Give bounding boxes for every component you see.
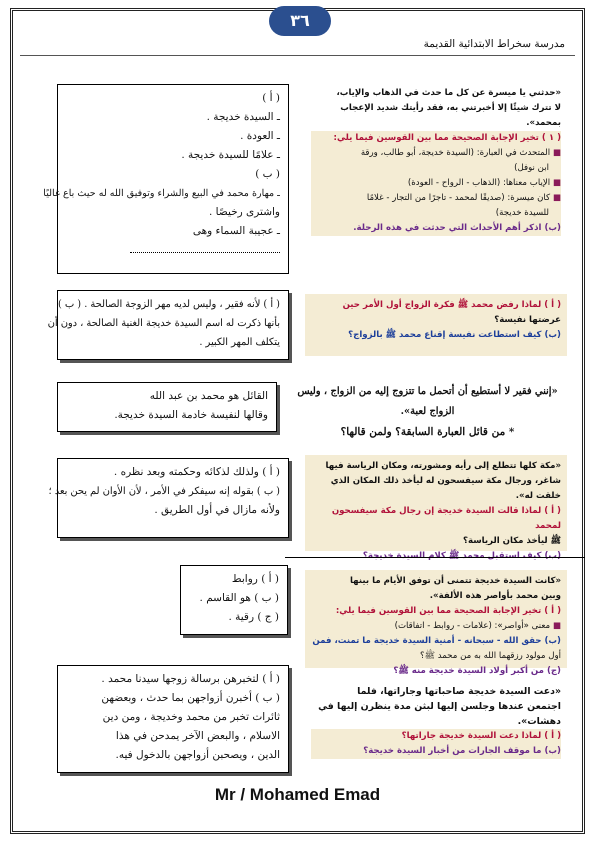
answer-line: ( أ ) ولذلك لذكائه وحكمته وبعد نظره . (113, 466, 280, 478)
question-text: ( أ ) تخير الإجابة الصحيحة مما بين القوسين فيما يلي: (335, 606, 561, 616)
question-text: ( أ ) لماذا دعت السيدة خديجة جاراتها؟ (311, 729, 561, 744)
question-text: ( أ ) لماذا رفض محمد ﷺ فكرة الزواج أول الأمر حين (342, 300, 561, 310)
passage-text: «كانت السيدة خديجة تتمنى أن توفق الأيام ما بينها (349, 576, 561, 586)
answer-line: الاسلام ، والبعض الآخر يمدحن في هذا (115, 730, 280, 742)
passage-text: بمحمد». (526, 118, 561, 128)
choice-item: ■ المتحدث في العبارة: (السيدة خديجة، أبو طالب، ورقة (311, 146, 561, 161)
passage-text: دهشات». (517, 716, 561, 727)
answer-line: ـ عجيبة السماء وهى (192, 225, 280, 237)
passage-text: شاغر، ورجال مكة سيفسحون له ليأخذ ذلك المكان الذي (330, 476, 561, 486)
question-text: (ج) من أكبر أولاد السيدة خديجة منه ﷺ؟ (393, 666, 561, 676)
answer-line: ثائرات تخبر من محمد وخديجة ، ومن دين (102, 711, 280, 723)
quote-text: «إنني فقير لا أستطيع أن أتحمل ما تتزوج إليه من الزواج ، وليس الزواج لعبة». (297, 386, 558, 417)
answer-line: ـ السيدة خديجة . (206, 111, 280, 123)
passage-text: «دعت السيدة خديجة صاحباتها وجاراتها، فلما (357, 686, 561, 697)
answer-line: ( أ ) لتخبرهن برسالة زوجها سيدنا محمد . (101, 673, 280, 685)
question-block-6 (305, 680, 567, 772)
choice-item: ■ كان ميسرة: (صديقًا لمحمد - تاجرًا من التجار - غلامًا (311, 191, 561, 206)
choice-item: ■ الإياب معناها: (الذهاب - الرواح - العودة) (311, 176, 561, 191)
question-block-2 (305, 294, 567, 356)
answer-box-1 (43, 84, 289, 274)
answer-box-2 (47, 290, 289, 360)
quote-block (285, 382, 570, 440)
choice-item: ■ معنى «أواصر»: (علامات - روابط - اتفاقات) (311, 619, 561, 634)
answer-label: ( ب ) (255, 168, 280, 180)
question-text: (ب) اذكر أهم الأحداث التي حدثت في هذه الرحلة. (311, 221, 561, 236)
question-text: ﷺ ليأخذ مكان الرياسة؟ (463, 536, 561, 546)
school-name: مدرسة سخراط الابتدائية القديمة (423, 38, 565, 50)
answer-line: ( ب ) هو القاسم . (199, 592, 279, 604)
answer-line: يتكلف المهر الكبير . (199, 337, 280, 348)
answer-line: ـ علامًا للسيدة خديجة . (181, 149, 280, 161)
choice-item: للسيدة خديجة) (311, 206, 561, 221)
question-text: أول مولود رزقهما الله به من محمد ﷺ؟ (420, 651, 561, 661)
answer-label: ( أ ) (262, 92, 280, 104)
page-number-badge: ٣٦ (269, 6, 331, 36)
question-text: (ب) ما موقف الجارات من أخبار السيدة خديجة؟ (311, 744, 561, 759)
answer-line: القائل هو محمد بن عبد الله (149, 390, 268, 402)
passage-text: خلقت له». (515, 491, 561, 501)
answer-line: بأنها ذكرت له اسم السيدة خديجة الغنية الصالحة ، دون أن (47, 318, 280, 329)
section-divider (285, 557, 585, 558)
question-block-5 (305, 570, 567, 676)
choice-item: ابن نوفل) (311, 161, 561, 176)
answer-line: واشترى رخيصًا . (208, 206, 280, 218)
passage-text: لا تترك شيئًا إلا أخبرتني به، فقد رأيتك شديد الإعجاب (340, 103, 561, 113)
answer-blank (66, 241, 280, 260)
answer-line: ( ج ) رقية . (228, 611, 279, 623)
question-block-1 (305, 82, 567, 272)
question-text: ( ١ ) تخير الإجابة الصحيحة مما بين القوسين فيما يلي: (311, 131, 561, 146)
header-rule (20, 55, 575, 56)
answer-line: ولأنه مازال في أول الطريق . (154, 504, 280, 516)
answer-box-4 (48, 458, 289, 538)
answer-line: ( أ ) لأنه فقير ، وليس لديه مهر الزوجة الصالحة . ( ب ) (57, 299, 280, 310)
passage-text: اجتمعن عندها وجلسن إليها لبثن مدة ينظرن إليها في (318, 701, 561, 712)
answer-line: ( ب ) أخبرن أزواجهن بما حدث ، وبعضهن (101, 692, 280, 704)
author-footer: Mr / Mohamed Emad (214, 785, 381, 804)
passage-text: وبين محمد بأواصر هذه الألفة». (429, 591, 561, 601)
answer-box-3 (57, 382, 277, 432)
answer-box-5 (180, 565, 288, 635)
question-text: ( أ ) لماذا قالت السيدة خديجة إن رجال مكة سيفسحون لمحمد (331, 506, 561, 531)
answer-line: ـ العودة . (240, 130, 280, 142)
passage-text: «حدثني يا ميسرة عن كل ما حدث في الذهاب والإياب، (336, 88, 561, 98)
question-text: (ب) كيف استطاعت نفيسة إقناع محمد ﷺ بالزواج؟ (348, 330, 561, 340)
answer-box-6 (57, 665, 289, 773)
answer-line: وقالها لنفيسة خادمة السيدة خديجة. (114, 409, 268, 421)
question-text: * من قائل العبارة السابقة؟ ولمن قالها؟ (340, 426, 515, 438)
question-text: (ب) كيف استقبل محمد ﷺ كلام السيدة خديجة؟ (362, 551, 561, 561)
answer-line: الدين ، ويصحبن أزواجهن بالدخول فيه. (115, 749, 280, 761)
passage-text: «مكة كلها تتطلع إلى رأيه ومشورته، ومكان الرياسة فيها (325, 461, 561, 471)
question-text: عرضتها نفيسة؟ (494, 315, 561, 325)
answer-line: ـ مهارة محمد في البيع والشراء وتوفيق الله له حيث باع غاليًا (43, 188, 280, 199)
question-text: (ب) حقق الله - سبحانه - أمنية السيدة خديجة ما تمنت، فمن (312, 636, 561, 646)
question-block-4 (305, 455, 567, 561)
answer-line: ( أ ) روابط (231, 573, 279, 585)
answer-line: ( ب ) بقوله إنه سيفكر في الأمر ، لأن الأوان لم يحن بعد ؛ (48, 486, 280, 497)
